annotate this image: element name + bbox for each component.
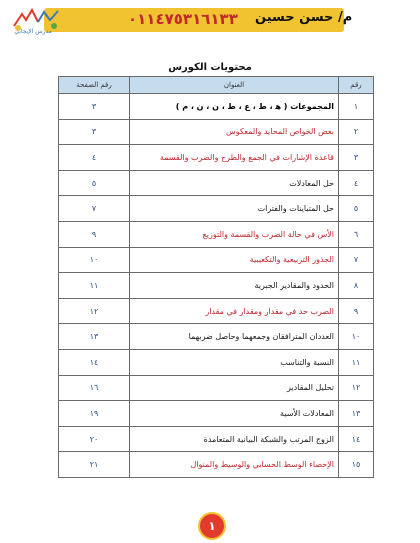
row-number: ٢ [339,119,374,145]
table-row [59,221,374,247]
row-page: ٣ [59,119,130,145]
row-title: الجذور التربيعية والتكعيبية [130,247,339,273]
row-title: الحدود والمقادير الجبرية [130,273,339,299]
row-number: ١٢ [339,375,374,401]
row-page: ١٤ [59,349,130,375]
row-page: ١٣ [59,324,130,350]
row-title: الزوج المرتب والشبكة البيانية المتعامدة [130,426,339,452]
table-row [59,452,374,478]
row-number: ١٠ [339,324,374,350]
phone-number: ٠١١٤٧٥٣١٦١٣٣ [128,10,238,28]
row-number: ٥ [339,196,374,222]
logo [8,6,66,44]
column-header-title: العنوان [130,77,339,94]
table-row [59,247,374,273]
table-row [59,426,374,452]
page-number-badge: ١ [198,512,226,540]
table-row [59,349,374,375]
row-page: ٧ [59,196,130,222]
contents-table [58,76,374,478]
table-row [59,145,374,171]
row-page: ١٩ [59,401,130,427]
row-number: ١ [339,94,374,120]
row-page: ١٢ [59,298,130,324]
table-header-row [59,77,374,94]
row-title: الإحصاء الوسط الحسابي والوسيط والمنوال [130,452,339,478]
row-title: حل المتباينات والفترات [130,196,339,222]
table-row [59,375,374,401]
row-title: بعض الخواص المحايد والمعكوس [130,119,339,145]
row-title: المعادلات الأسية [130,401,339,427]
row-title: النسبة والتناسب [130,349,339,375]
table-body [59,94,374,478]
row-title: المجموعات ( ﻫ ، ﻁ ، ﻉ ، ﻁ ، ﻥ ، ﻥ ، ﻡ ) [130,94,339,120]
row-title: الضرب حد في مقدار ومقدار في مقدار [130,298,339,324]
row-number: ٤ [339,170,374,196]
row-title: العددان المترافقان وجمعهما وحاصل ضربهما [130,324,339,350]
row-number: ١٣ [339,401,374,427]
teacher-name: م/ حسن حسين [255,10,353,25]
row-number: ٦ [339,221,374,247]
column-header-num: رقم [339,77,374,94]
row-page: ١٦ [59,375,130,401]
row-page: ٩ [59,221,130,247]
row-page: ١٠ [59,247,130,273]
section-title: محتويات الكورس [168,62,252,73]
row-page: ١١ [59,273,130,299]
row-number: ٣ [339,145,374,171]
row-title: تحليل المقادير [130,375,339,401]
row-number: ١١ [339,349,374,375]
row-number: ٧ [339,247,374,273]
column-header-page: رقم الصفحة [59,77,130,94]
table-row [59,119,374,145]
row-number: ١٥ [339,452,374,478]
table-row [59,170,374,196]
table-row [59,196,374,222]
row-number: ٩ [339,298,374,324]
row-page: ٤ [59,145,130,171]
row-page: ٢١ [59,452,130,478]
table-row [59,94,374,120]
logo-text: مدرس الإيجابي [14,28,52,35]
row-title: قاعدة الإشارات في الجمع والطرح والضرب والقسمة [130,145,339,171]
row-page: ٥ [59,170,130,196]
table-row [59,298,374,324]
table-row [59,324,374,350]
row-number: ٨ [339,273,374,299]
row-number: ١٤ [339,426,374,452]
table-row [59,401,374,427]
row-title: الأس في حالة الضرب والقسمة والتوزيع [130,221,339,247]
row-title: حل المعادلات [130,170,339,196]
table-row [59,273,374,299]
row-page: ٣ [59,94,130,120]
row-page: ٢٠ [59,426,130,452]
logo-icon [8,6,66,44]
